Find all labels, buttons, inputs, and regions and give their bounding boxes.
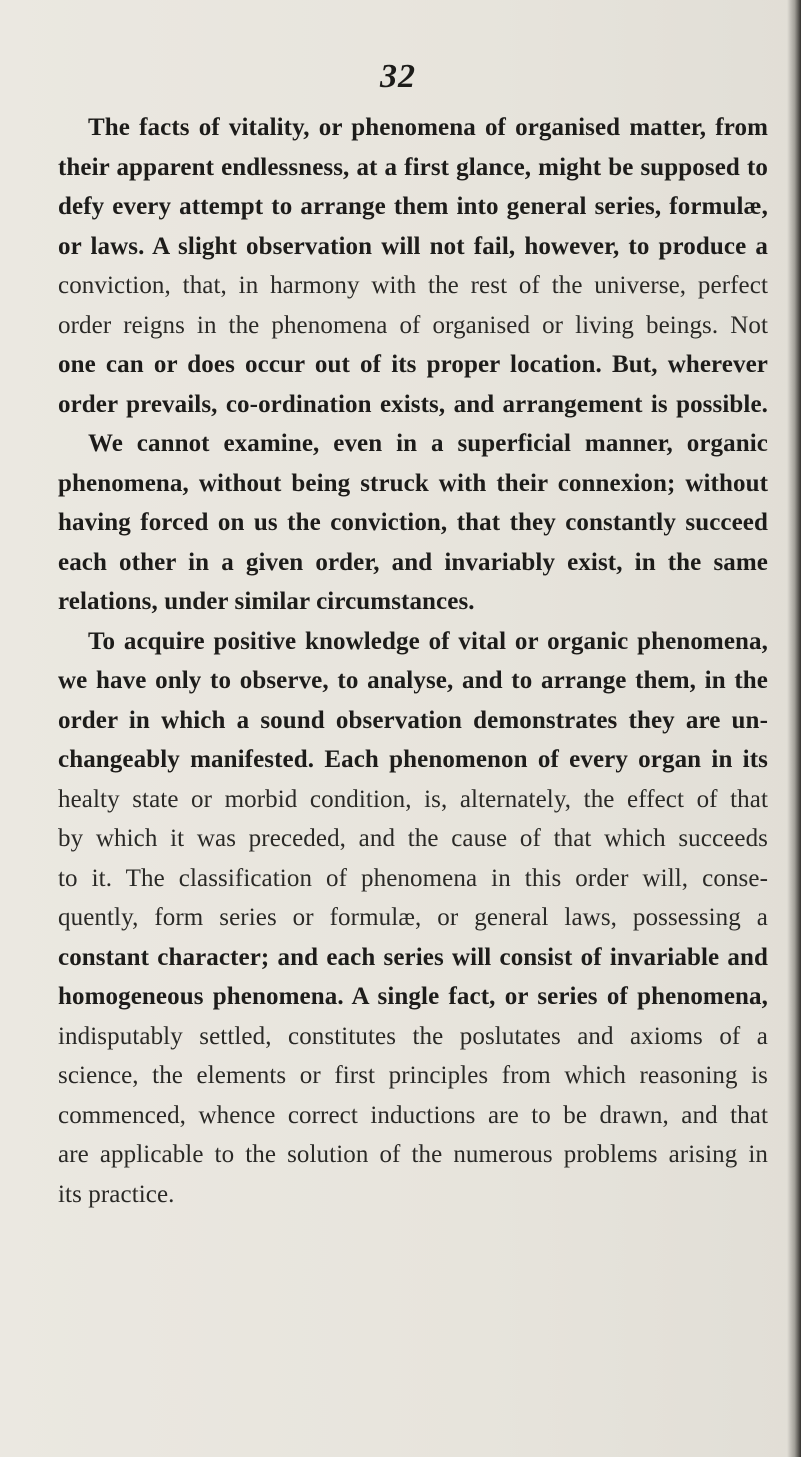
text-line: changeably manifested. Each phenomenon of every organ in its <box>58 746 768 773</box>
text-line: To acquire positive knowledge of vital or organic phenomena, <box>88 627 768 655</box>
text-line: one can or does occur out of its proper location. But, wherever <box>58 351 768 378</box>
text-line: The facts of vitality, or phenomena of organised matter, from <box>88 114 768 141</box>
text-line: commenced, whence correct inductions are to be drawn, and that <box>58 1101 768 1129</box>
text-line: phenomena, without being struck with their connexion; without <box>58 469 768 497</box>
text-line: order reigns in the phenomena of organised or living beings. Not <box>58 311 768 339</box>
text-line: are applicable to the solution of the numerous problems arising in <box>58 1141 768 1168</box>
page-number: 32 <box>380 58 416 95</box>
text-line: to it. The classification of phenomena in this order will, conse- <box>58 864 768 892</box>
page-edge-shadow <box>787 0 801 1457</box>
text-line: by which it was preceded, and the cause of that which succeeds <box>58 825 768 852</box>
text-line: We cannot examine, even in a superficial manner, organic <box>88 430 768 457</box>
text-line: constant character; and each series will consist of invariable and <box>58 943 768 971</box>
text-line: we have only to observe, to analyse, and to arrange them, in the <box>58 667 768 694</box>
text-line: order prevails, co-ordination exists, and arrangement is possible. <box>58 390 768 418</box>
text-line: conviction, that, in harmony with the rest of the universe, perfect <box>58 272 768 299</box>
text-line: healty state or morbid condition, is, alternately, the effect of that <box>58 785 768 813</box>
text-line: defy every attempt to arrange them into general series, formulæ, <box>58 193 768 220</box>
text-line: science, the elements or first principles from which reasoning is <box>58 1062 768 1089</box>
text-line: relations, under similar circumstances. <box>58 588 475 615</box>
text-line: its practice. <box>58 1180 175 1208</box>
text-line: order in which a sound observation demonstrates they are un- <box>58 706 768 734</box>
text-line: or laws. A slight observation will not fail, however, to produce a <box>58 232 768 260</box>
text-line: quently, form series or formulæ, or general laws, possessing a <box>58 904 768 931</box>
text-line: having forced on us the conviction, that they constantly succeed <box>58 509 768 536</box>
body-text <box>58 108 768 1214</box>
text-line: homogeneous phenomena. A single fact, or series of phenomena, <box>58 983 768 1010</box>
text-line: each other in a given order, and invariably exist, in the same <box>58 548 768 576</box>
text-line: their apparent endlessness, at a first glance, might be supposed to <box>58 153 768 181</box>
text-line: indisputably settled, constitutes the poslutates and axioms of a <box>58 1022 768 1050</box>
